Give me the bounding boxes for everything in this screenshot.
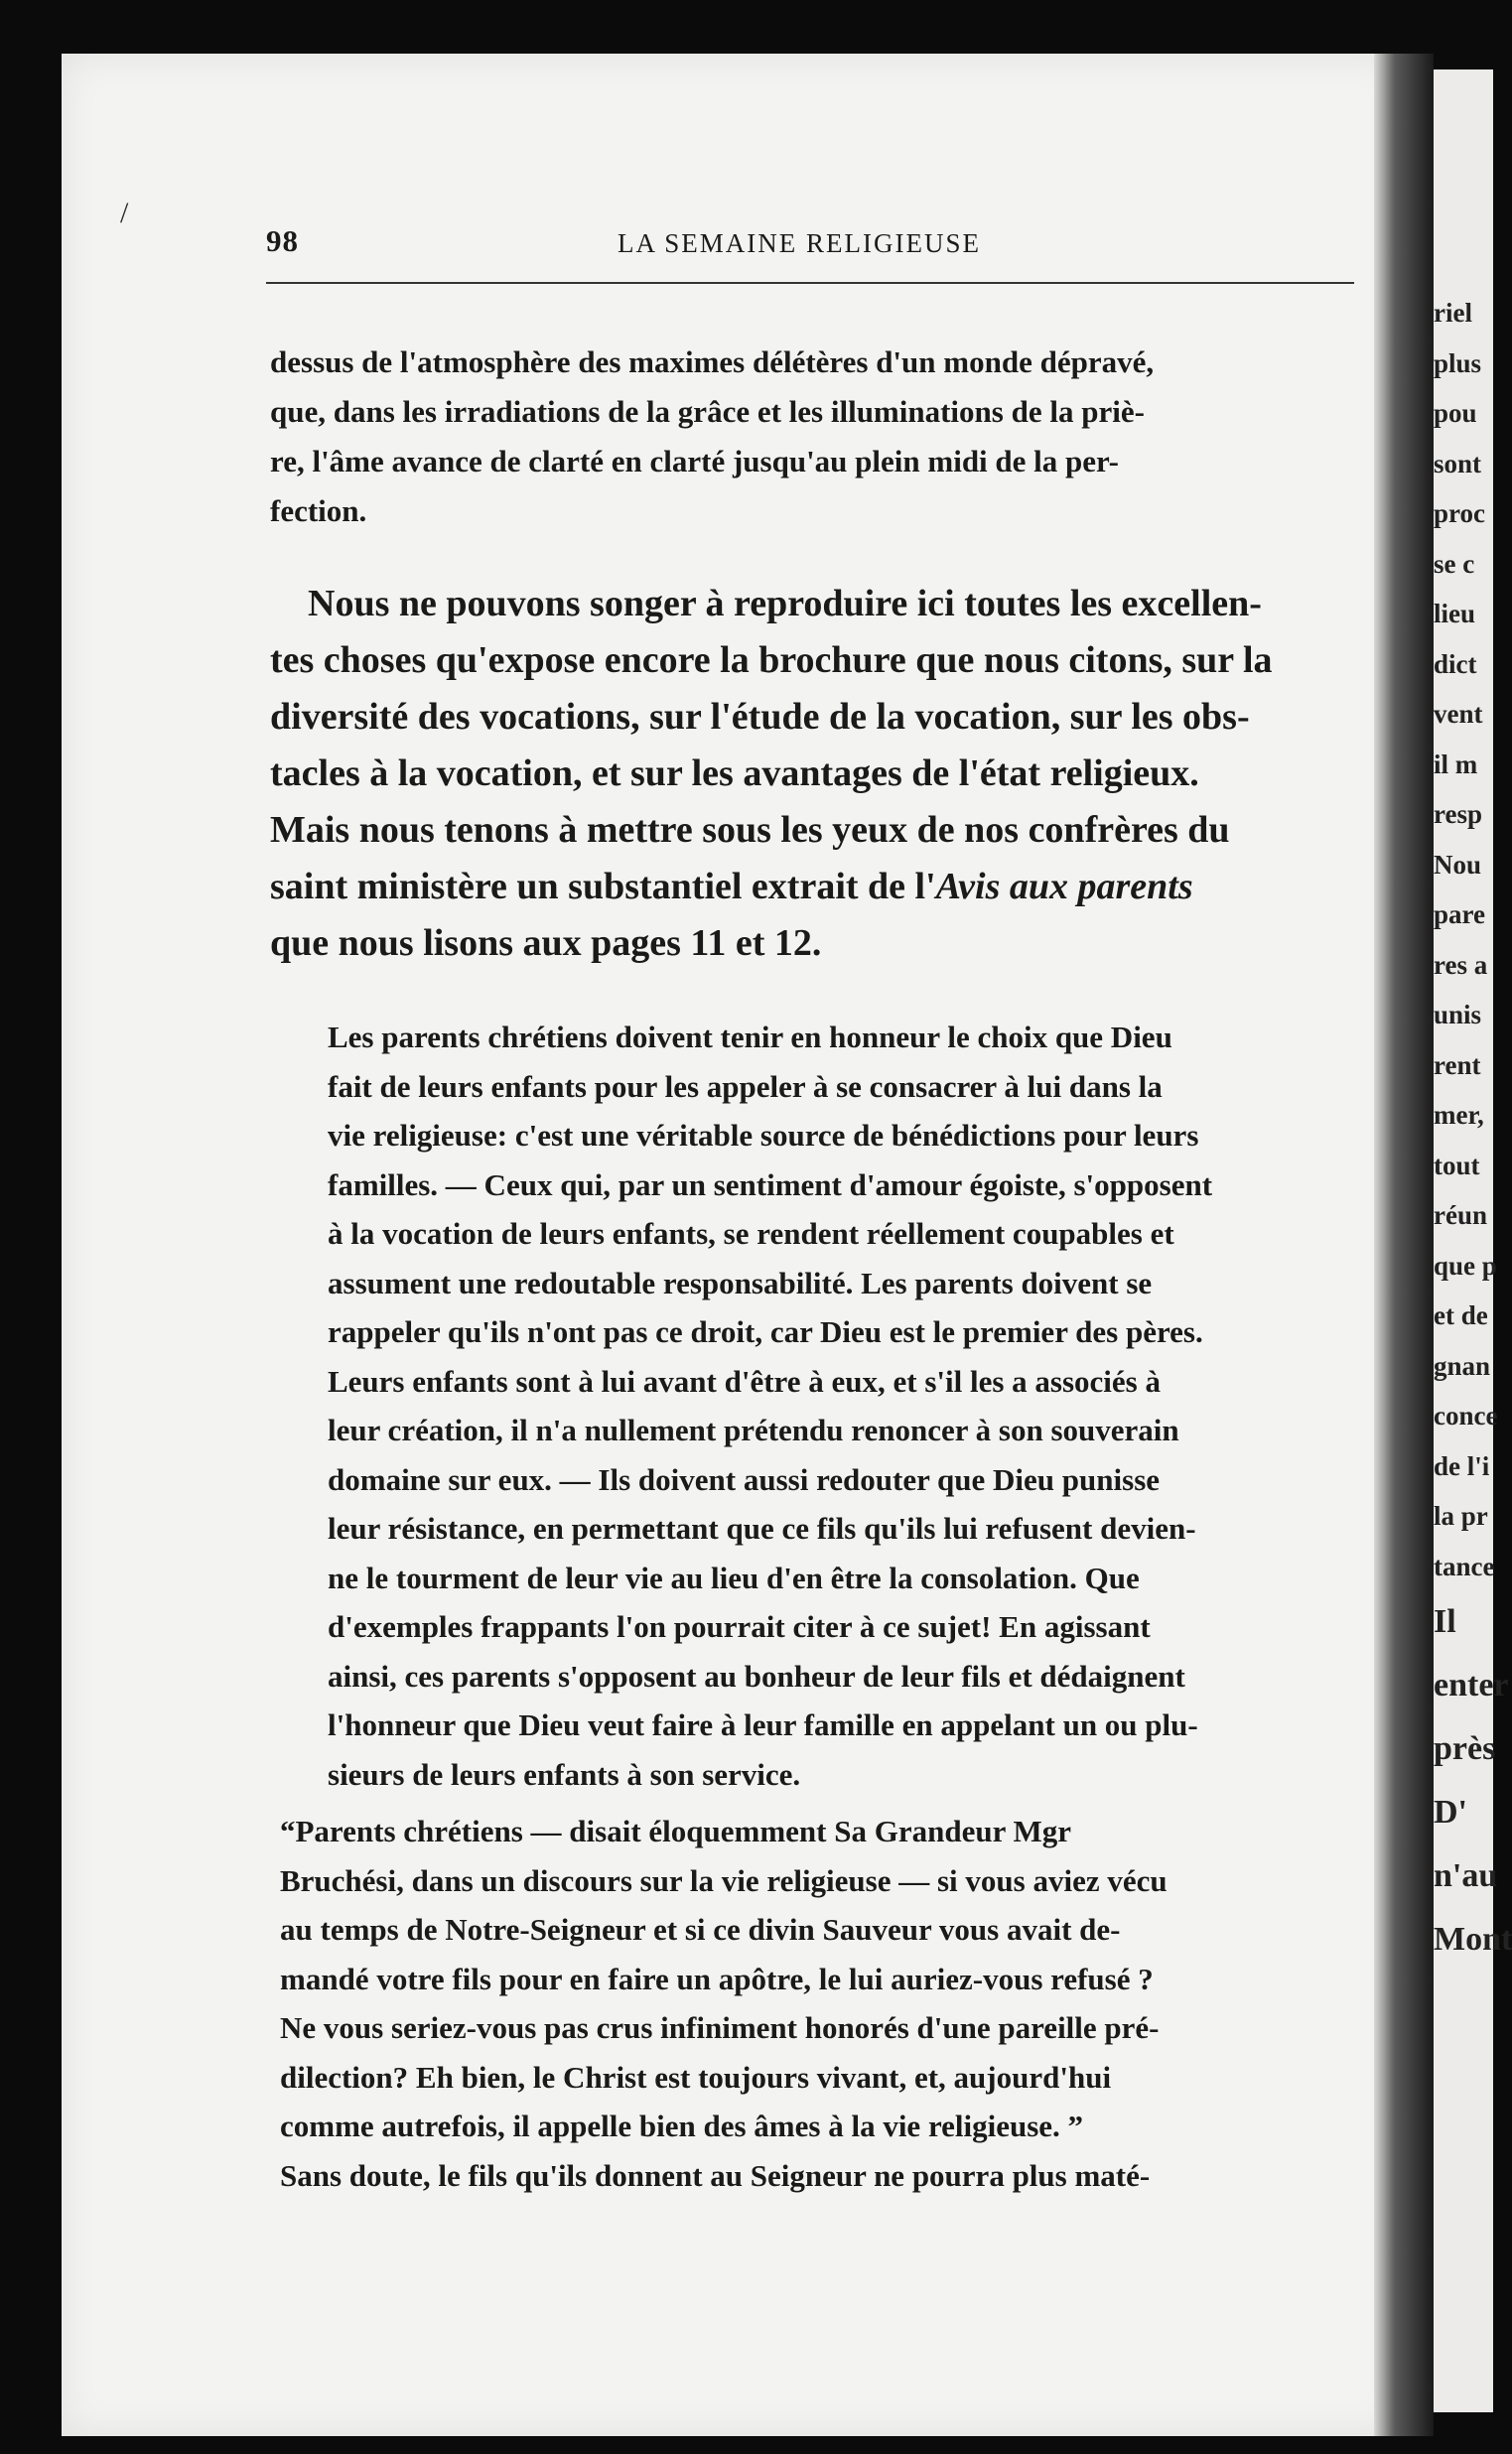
next-page-fragment: Mont — [1434, 1921, 1512, 1958]
text-line: comme autrefois, il appelle bien des âmes à la vie religieuse. ” — [280, 2109, 1084, 2143]
next-page-fragment: conce — [1434, 1401, 1498, 1431]
next-page-fragment: il m — [1434, 749, 1478, 779]
next-page-fragment: proc — [1434, 498, 1485, 528]
text-line: domaine sur eux. — Ils doivent aussi redouter que Dieu punisse — [328, 1461, 1161, 1497]
text-line: tes choses qu'expose encore la brochure que nous citons, sur la — [270, 639, 1273, 681]
text-line: vie religieuse: c'est une véritable source de bénédictions pour leurs — [328, 1118, 1199, 1153]
next-page-fragment: pou — [1434, 398, 1477, 428]
next-page-fragment: réun — [1434, 1200, 1487, 1230]
text-line: tacles à la vocation, et sur les avantages de l'état religieux. — [270, 752, 1199, 794]
text-line: sieurs de leurs enfants à son service. — [328, 1756, 801, 1792]
next-page-fragment: enter — [1434, 1667, 1509, 1704]
text-line: Nous ne pouvons songer à reproduire ici toutes les excellen- — [308, 583, 1262, 624]
next-page-fragment: resp — [1434, 799, 1483, 829]
text-line: dilection? Eh bien, le Christ est toujours vivant, et, aujourd'hui — [280, 2059, 1112, 2095]
text-line: Ne vous seriez-vous pas crus infiniment honorés d'une pareille pré- — [280, 2010, 1160, 2045]
next-page-fragment: pare — [1434, 899, 1485, 929]
text-line: d'exemples frappants l'on pourrait citer à ce sujet! En agissant — [328, 1609, 1151, 1644]
text-line: l'honneur que Dieu veut faire à leur famille en appelant un ou plu- — [328, 1707, 1198, 1742]
page-number: 98 — [266, 223, 299, 258]
text-line: ne le tourment de leur vie au lieu d'en être la consolation. Que — [328, 1560, 1140, 1595]
paragraph-1 — [270, 338, 1366, 536]
next-page-fragment: unis — [1434, 1000, 1482, 1029]
text-line: “Parents chrétiens — disait éloquemment Sa Grandeur Mgr — [280, 1814, 1072, 1848]
next-page-fragment: dict — [1434, 648, 1477, 679]
next-page-fragment: vent — [1434, 699, 1483, 729]
paragraph-2 — [270, 576, 1366, 972]
text-line: fait de leurs enfants pour les appeler à se consacrer à lui dans la — [328, 1068, 1163, 1104]
next-page-fragment: sont — [1434, 448, 1482, 478]
next-page-fragment: rent — [1434, 1049, 1481, 1080]
text-line: Leurs enfants sont à lui avant d'être à eux, et s'il les a associés à — [328, 1363, 1161, 1399]
text-line: que, dans les irradiations de la grâce et les illuminations de la priè- — [270, 394, 1145, 429]
text-line — [270, 859, 1366, 915]
text-line: fection. — [270, 493, 367, 528]
text-line: diversité des vocations, sur l'étude de la vocation, sur les obs- — [270, 696, 1250, 738]
text-line: Sans doute, le fils qu'ils donnent au Seigneur ne pourra plus maté- — [280, 2157, 1151, 2193]
next-page-fragment: riel — [1434, 298, 1472, 328]
text-line: assument une redoutable responsabilité. Les parents doivent se — [328, 1265, 1153, 1300]
text-line: re, l'âme avance de clarté en clarté jusqu'au plein midi de la per- — [270, 444, 1119, 478]
next-page-fragment: gnan — [1434, 1350, 1491, 1381]
text-line: Les parents chrétiens doivent tenir en honneur le choix que Dieu — [328, 1020, 1172, 1054]
next-page-fragment: tance — [1434, 1551, 1495, 1581]
next-page-fragment: lieu — [1434, 599, 1476, 628]
text-line: rappeler qu'ils n'ont pas ce droit, car Dieu est le premier des pères. — [328, 1314, 1203, 1349]
text-line: mandé votre fils pour en faire un apôtre, le lui auriez-vous refusé ? — [280, 1961, 1154, 1996]
next-page-fragment: res a — [1434, 949, 1488, 980]
text-line: Bruchési, dans un discours sur la vie religieuse — si vous aviez vécu — [280, 1862, 1168, 1898]
text-line: leur création, il n'a nullement prétendu renoncer à son souverain — [328, 1413, 1179, 1447]
next-page-fragment: se c — [1434, 548, 1475, 579]
next-page-fragment: plus — [1434, 347, 1482, 378]
quote-paragraph-1 — [280, 1013, 1368, 1799]
margin-mark: / — [120, 197, 129, 229]
text-line: dessus de l'atmosphère des maximes délétères d'un monde dépravé, — [270, 344, 1155, 379]
next-page-fragment: de l'i — [1434, 1450, 1490, 1481]
next-page-fragment: mer, — [1434, 1100, 1484, 1130]
book-gutter — [1374, 54, 1434, 2436]
next-page-fragment: près — [1434, 1730, 1496, 1767]
next-page-fragment: la pr — [1434, 1501, 1488, 1531]
next-page-fragment: D' — [1434, 1794, 1467, 1831]
text-fragment: saint ministère un substantiel extrait de l' — [270, 866, 936, 907]
next-page-fragment: que p — [1434, 1250, 1497, 1281]
text-line: ainsi, ces parents s'opposent au bonheur de leur fils et dédaignent — [328, 1658, 1185, 1694]
text-line: leur résistance, en permettant que ce fils qu'ils lui refusent devien- — [328, 1511, 1196, 1546]
next-page-fragment: tout — [1434, 1150, 1480, 1180]
next-page-fragment: et de — [1434, 1300, 1488, 1330]
page-header — [266, 223, 1358, 271]
next-page-fragment: Il — [1434, 1603, 1456, 1640]
quote-paragraph-2 — [280, 1807, 1368, 2200]
italic-title: Avis aux parents — [935, 866, 1193, 907]
next-page-fragment: n'au — [1434, 1857, 1498, 1894]
next-page-fragment: Nou — [1434, 849, 1482, 880]
text-line: au temps de Notre-Seigneur et si ce divin Sauveur vous avait de- — [280, 1912, 1121, 1947]
running-title: LA SEMAINE RELIGIEUSE — [618, 228, 981, 258]
next-page-edge — [1434, 69, 1512, 2412]
text-line: Mais nous tenons à mettre sous les yeux de nos confrères du — [270, 809, 1230, 851]
text-line: à la vocation de leurs enfants, se rendent réellement coupables et — [328, 1216, 1174, 1251]
header-rule — [266, 282, 1354, 284]
text-line: que nous lisons aux pages 11 et 12. — [270, 922, 822, 964]
text-line: familles. — Ceux qui, par un sentiment d'amour égoiste, s'opposent — [328, 1166, 1213, 1202]
